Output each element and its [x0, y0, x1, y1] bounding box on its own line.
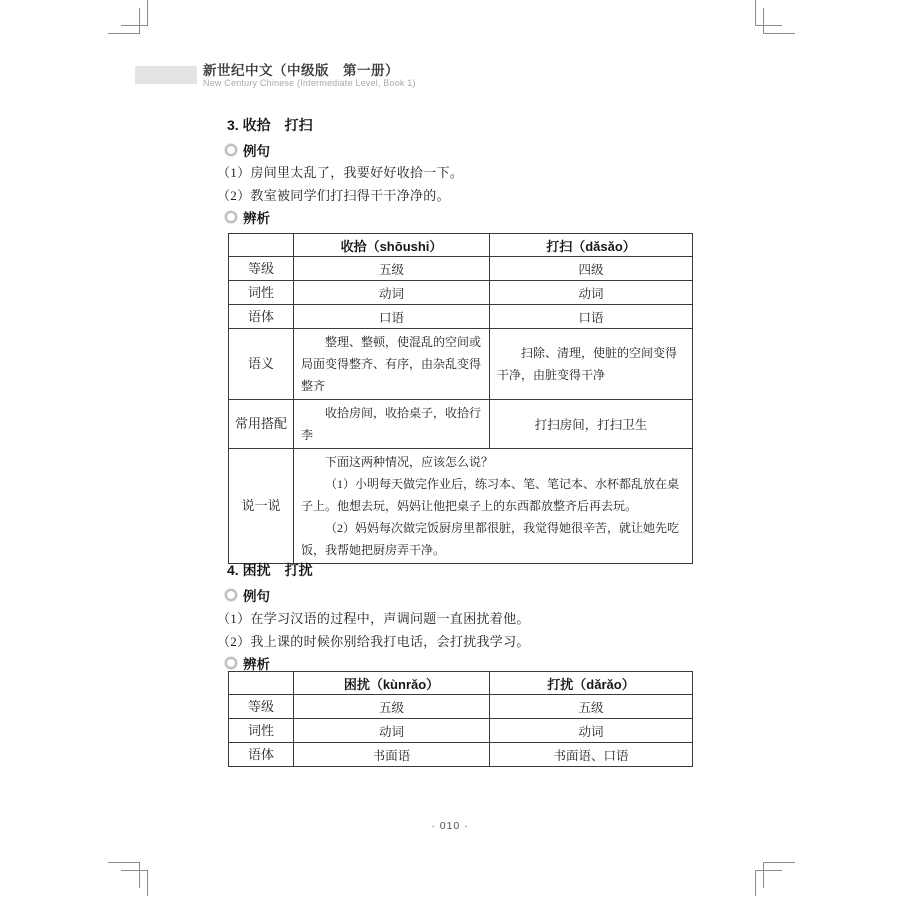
book-title-zh: 新世纪中文（中级版 第一册） [203, 63, 399, 78]
table-cell: 四级 [490, 257, 693, 281]
example-sentence: （1）在学习汉语的过程中，声调问题一直困扰着他。 [217, 611, 530, 626]
table-cell: 五级 [294, 257, 490, 281]
table-cell: 书面语 [294, 743, 490, 767]
row-label: 说一说 [229, 449, 294, 564]
ring-bullet-icon [225, 211, 237, 223]
table-row-meaning [229, 329, 693, 400]
table-row-speak [229, 449, 693, 564]
ring-bullet-icon [225, 657, 237, 669]
row-label: 词性 [229, 281, 294, 305]
table-cell: 口语 [490, 305, 693, 329]
word-a-header: 困扰（kùnrǎo） [294, 672, 490, 695]
row-label: 语义 [229, 329, 294, 400]
row-label: 等级 [229, 257, 294, 281]
row-label: 语体 [229, 743, 294, 767]
crop-mark-top-left [108, 8, 140, 34]
table-cell: 动词 [490, 719, 693, 743]
crop-mark-top-right [763, 8, 795, 34]
ring-bullet-icon [225, 589, 237, 601]
section-4-heading: 4. 困扰 打扰 [227, 562, 313, 578]
table-cell: 动词 [490, 281, 693, 305]
analysis-label: 辨析 [243, 657, 270, 672]
table-cell: 五级 [490, 695, 693, 719]
table-cell [294, 400, 490, 449]
table-row-level [229, 257, 693, 281]
table-cell: 书面语、口语 [490, 743, 693, 767]
comparison-table-kunrao-darao [228, 671, 693, 767]
table-row-register [229, 305, 693, 329]
speak-prompt: 下面这两种情况，应该怎么说？ [325, 455, 494, 469]
meaning-text: 整理、整顿，使混乱的空间或局面变得整齐、有序，由杂乱变得整齐 [301, 335, 482, 393]
row-label: 词性 [229, 719, 294, 743]
analysis-label-row [225, 207, 270, 227]
meaning-text: 扫除、清理，使脏的空间变得干净，由脏变得干净 [497, 346, 678, 382]
table-cell [294, 329, 490, 400]
example-sentence: （2）教室被同学们打扫得干干净净的。 [217, 188, 450, 203]
table-cell: 打扫房间，打扫卫生 [490, 400, 693, 449]
word-b-header: 打扫（dǎsǎo） [490, 234, 693, 257]
table-row-pos [229, 281, 693, 305]
collocation-text: 收拾房间，收拾桌子，收拾行李 [301, 406, 482, 442]
ring-bullet-icon [225, 144, 237, 156]
table-header-row [229, 234, 693, 257]
example-label: 例句 [243, 589, 270, 604]
table-row-collocation [229, 400, 693, 449]
example-sentence: （1）房间里太乱了，我要好好收拾一下。 [217, 165, 464, 180]
book-title-en: New Century Chinese (Intermediate Level, Book 1) [203, 78, 416, 88]
table-cell [294, 449, 693, 564]
example-label: 例句 [243, 144, 270, 159]
crop-mark-bottom-right [763, 862, 795, 888]
table-cell: 五级 [294, 695, 490, 719]
table-row-level [229, 695, 693, 719]
header-accent-bar [135, 66, 197, 84]
word-a-header: 收拾（shōushi） [294, 234, 490, 257]
speak-scenario: （2）妈妈每次做完饭厨房里都很脏，我觉得她很辛苦，就让她先吃饭，我帮她把厨房弄干净。 [301, 521, 680, 557]
page-number: · 010 · [431, 820, 469, 832]
table-cell: 口语 [294, 305, 490, 329]
table-row-pos [229, 719, 693, 743]
section-3-heading: 3. 收拾 打扫 [227, 117, 313, 133]
speak-scenario: （1）小明每天做完作业后，练习本、笔、笔记本、水杯都乱放在桌子上。他想去玩，妈妈让他把桌子上的东西都放整齐后再去玩。 [301, 477, 680, 513]
table-cell [229, 672, 294, 695]
crop-mark-bottom-left [108, 862, 140, 888]
table-header-row [229, 672, 693, 695]
table-cell [229, 234, 294, 257]
analysis-label: 辨析 [243, 211, 270, 226]
table-cell: 动词 [294, 281, 490, 305]
table-cell [490, 329, 693, 400]
table-cell: 动词 [294, 719, 490, 743]
table-row-register [229, 743, 693, 767]
row-label: 语体 [229, 305, 294, 329]
analysis-label-row [225, 653, 270, 673]
row-label: 等级 [229, 695, 294, 719]
example-sentence: （2）我上课的时候你别给我打电话，会打扰我学习。 [217, 634, 530, 649]
comparison-table-shoushi-dasao [228, 233, 693, 564]
example-label-row [225, 585, 270, 605]
word-b-header: 打扰（dǎrǎo） [490, 672, 693, 695]
row-label: 常用搭配 [229, 400, 294, 449]
example-label-row [225, 140, 270, 160]
